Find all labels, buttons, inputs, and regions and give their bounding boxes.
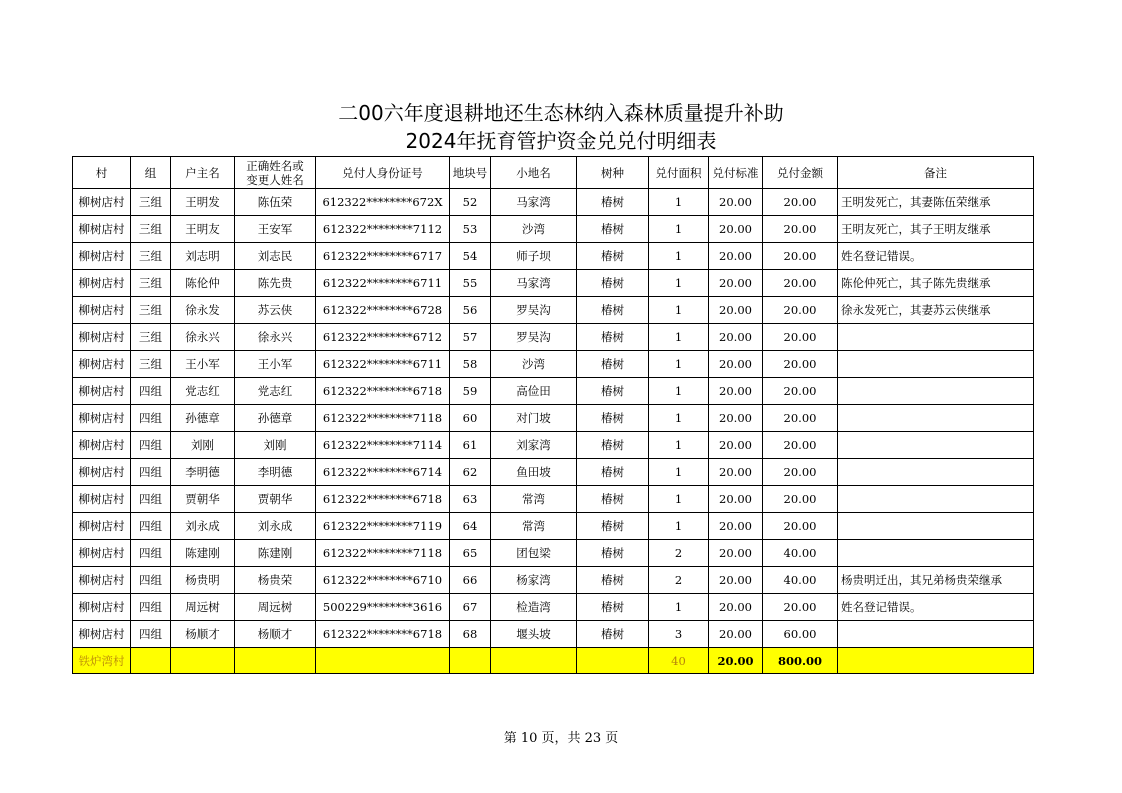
cell-correct-name: 贾朝华 — [235, 486, 316, 513]
cell-id-number: 612322********7112 — [316, 216, 450, 243]
total-standard: 20.00 — [709, 648, 763, 674]
header-standard: 兑付标准 — [709, 157, 763, 189]
total-householder — [171, 648, 235, 674]
table-row — [73, 513, 1034, 540]
cell-standard: 20.00 — [709, 621, 763, 648]
cell-tree-species: 椿树 — [577, 432, 649, 459]
cell-remark: 姓名登记错误。 — [838, 594, 1034, 621]
total-plot-number — [450, 648, 491, 674]
cell-tree-species: 椿树 — [577, 513, 649, 540]
cell-tree-species: 椿树 — [577, 351, 649, 378]
cell-correct-name: 陈伍荣 — [235, 189, 316, 216]
cell-place-name: 常湾 — [491, 486, 577, 513]
cell-village: 柳树店村 — [73, 594, 131, 621]
cell-standard: 20.00 — [709, 405, 763, 432]
header-plot-number: 地块号 — [450, 157, 491, 189]
cell-village: 柳树店村 — [73, 351, 131, 378]
cell-group: 四组 — [131, 513, 171, 540]
cell-standard: 20.00 — [709, 432, 763, 459]
cell-correct-name: 陈先贵 — [235, 270, 316, 297]
cell-village: 柳树店村 — [73, 486, 131, 513]
cell-amount: 20.00 — [763, 405, 838, 432]
cell-tree-species: 椿树 — [577, 243, 649, 270]
cell-correct-name: 刘永成 — [235, 513, 316, 540]
cell-group: 三组 — [131, 243, 171, 270]
cell-plot-number: 56 — [450, 297, 491, 324]
cell-id-number: 612322********6710 — [316, 567, 450, 594]
cell-group: 三组 — [131, 351, 171, 378]
table-row — [73, 216, 1034, 243]
total-id-number — [316, 648, 450, 674]
cell-plot-number: 63 — [450, 486, 491, 513]
cell-correct-name: 王安军 — [235, 216, 316, 243]
cell-amount: 20.00 — [763, 459, 838, 486]
cell-remark: 陈伦仲死亡，其子陈先贵继承 — [838, 270, 1034, 297]
cell-remark: 姓名登记错误。 — [838, 243, 1034, 270]
cell-correct-name: 周远树 — [235, 594, 316, 621]
cell-amount: 60.00 — [763, 621, 838, 648]
cell-remark — [838, 351, 1034, 378]
cell-village: 柳树店村 — [73, 243, 131, 270]
cell-householder: 孙德章 — [171, 405, 235, 432]
cell-area: 1 — [649, 405, 709, 432]
total-group — [131, 648, 171, 674]
cell-standard: 20.00 — [709, 378, 763, 405]
cell-area: 1 — [649, 432, 709, 459]
cell-group: 三组 — [131, 189, 171, 216]
cell-place-name: 团包梁 — [491, 540, 577, 567]
header-remark: 备注 — [838, 157, 1034, 189]
cell-standard: 20.00 — [709, 297, 763, 324]
cell-plot-number: 61 — [450, 432, 491, 459]
cell-id-number: 612322********6717 — [316, 243, 450, 270]
cell-village: 柳树店村 — [73, 297, 131, 324]
table-row — [73, 378, 1034, 405]
cell-area: 1 — [649, 270, 709, 297]
cell-tree-species: 椿树 — [577, 216, 649, 243]
cell-area: 1 — [649, 243, 709, 270]
cell-correct-name: 杨贵荣 — [235, 567, 316, 594]
cell-remark — [838, 432, 1034, 459]
cell-tree-species: 椿树 — [577, 459, 649, 486]
cell-id-number: 612322********7118 — [316, 405, 450, 432]
cell-group: 三组 — [131, 324, 171, 351]
cell-village: 柳树店村 — [73, 405, 131, 432]
cell-householder: 刘永成 — [171, 513, 235, 540]
total-village: 铁炉湾村 — [73, 648, 131, 674]
table-row — [73, 432, 1034, 459]
cell-tree-species: 椿树 — [577, 189, 649, 216]
header-amount: 兑付金额 — [763, 157, 838, 189]
cell-village: 柳树店村 — [73, 378, 131, 405]
cell-amount: 20.00 — [763, 486, 838, 513]
cell-id-number: 612322********7114 — [316, 432, 450, 459]
cell-householder: 陈伦仲 — [171, 270, 235, 297]
cell-id-number: 612322********6712 — [316, 324, 450, 351]
header-group: 组 — [131, 157, 171, 189]
cell-amount: 20.00 — [763, 297, 838, 324]
cell-tree-species: 椿树 — [577, 378, 649, 405]
cell-id-number: 612322********7118 — [316, 540, 450, 567]
cell-tree-species: 椿树 — [577, 324, 649, 351]
table-row — [73, 324, 1034, 351]
header-correct-name: 正确姓名或 变更人姓名 — [235, 157, 316, 189]
header-id-number: 兑付人身份证号 — [316, 157, 450, 189]
total-amount: 800.00 — [763, 648, 838, 674]
cell-plot-number: 59 — [450, 378, 491, 405]
total-tree-species — [577, 648, 649, 674]
cell-village: 柳树店村 — [73, 459, 131, 486]
table-row — [73, 243, 1034, 270]
cell-householder: 刘刚 — [171, 432, 235, 459]
total-correct-name — [235, 648, 316, 674]
cell-id-number: 612322********6718 — [316, 486, 450, 513]
cell-place-name: 罗吴沟 — [491, 297, 577, 324]
cell-place-name: 罗吴沟 — [491, 324, 577, 351]
cell-plot-number: 57 — [450, 324, 491, 351]
cell-householder: 党志红 — [171, 378, 235, 405]
cell-area: 1 — [649, 297, 709, 324]
cell-group: 四组 — [131, 486, 171, 513]
cell-place-name: 对门坡 — [491, 405, 577, 432]
cell-id-number: 500229********3616 — [316, 594, 450, 621]
cell-householder: 贾朝华 — [171, 486, 235, 513]
cell-correct-name: 王小军 — [235, 351, 316, 378]
cell-group: 四组 — [131, 594, 171, 621]
cell-group: 四组 — [131, 432, 171, 459]
cell-id-number: 612322********7119 — [316, 513, 450, 540]
cell-plot-number: 68 — [450, 621, 491, 648]
cell-id-number: 612322********6711 — [316, 351, 450, 378]
cell-area: 1 — [649, 189, 709, 216]
cell-group: 四组 — [131, 378, 171, 405]
cell-plot-number: 55 — [450, 270, 491, 297]
cell-id-number: 612322********672X — [316, 189, 450, 216]
cell-correct-name: 刘志民 — [235, 243, 316, 270]
header-village: 村 — [73, 157, 131, 189]
cell-plot-number: 66 — [450, 567, 491, 594]
cell-plot-number: 64 — [450, 513, 491, 540]
cell-amount: 20.00 — [763, 324, 838, 351]
cell-remark: 王明发死亡，其妻陈伍荣继承 — [838, 189, 1034, 216]
cell-correct-name: 杨顺才 — [235, 621, 316, 648]
cell-standard: 20.00 — [709, 216, 763, 243]
cell-village: 柳树店村 — [73, 216, 131, 243]
cell-group: 三组 — [131, 297, 171, 324]
cell-id-number: 612322********6728 — [316, 297, 450, 324]
cell-householder: 徐永兴 — [171, 324, 235, 351]
cell-place-name: 师子坝 — [491, 243, 577, 270]
cell-standard: 20.00 — [709, 243, 763, 270]
cell-plot-number: 58 — [450, 351, 491, 378]
cell-village: 柳树店村 — [73, 189, 131, 216]
cell-householder: 李明德 — [171, 459, 235, 486]
cell-group: 四组 — [131, 540, 171, 567]
cell-plot-number: 67 — [450, 594, 491, 621]
title-line-1: 二00六年度退耕地还生态林纳入森林质量提升补助 — [338, 101, 784, 125]
cell-tree-species: 椿树 — [577, 405, 649, 432]
cell-area: 1 — [649, 513, 709, 540]
cell-amount: 20.00 — [763, 432, 838, 459]
table-row — [73, 270, 1034, 297]
cell-remark — [838, 324, 1034, 351]
total-row — [73, 648, 1034, 674]
cell-village: 柳树店村 — [73, 540, 131, 567]
detail-table — [72, 156, 1034, 674]
cell-remark — [838, 486, 1034, 513]
cell-id-number: 612322********6711 — [316, 270, 450, 297]
cell-correct-name: 苏云侠 — [235, 297, 316, 324]
cell-amount: 40.00 — [763, 540, 838, 567]
cell-correct-name: 党志红 — [235, 378, 316, 405]
cell-plot-number: 54 — [450, 243, 491, 270]
title-line-2: 2024年抚育管护资金兑兑付明细表 — [405, 129, 717, 153]
cell-amount: 20.00 — [763, 378, 838, 405]
cell-standard: 20.00 — [709, 567, 763, 594]
cell-area: 3 — [649, 621, 709, 648]
cell-standard: 20.00 — [709, 459, 763, 486]
table-row — [73, 621, 1034, 648]
total-place-name — [491, 648, 577, 674]
cell-householder: 刘志明 — [171, 243, 235, 270]
cell-place-name: 刘家湾 — [491, 432, 577, 459]
cell-householder: 杨贵明 — [171, 567, 235, 594]
cell-village: 柳树店村 — [73, 432, 131, 459]
table-row — [73, 540, 1034, 567]
cell-remark — [838, 378, 1034, 405]
cell-village: 柳树店村 — [73, 621, 131, 648]
cell-tree-species: 椿树 — [577, 486, 649, 513]
cell-group: 四组 — [131, 567, 171, 594]
cell-place-name: 沙湾 — [491, 216, 577, 243]
cell-area: 1 — [649, 486, 709, 513]
cell-standard: 20.00 — [709, 351, 763, 378]
cell-standard: 20.00 — [709, 513, 763, 540]
page-footer: 第 10 页，共 23 页 — [503, 731, 619, 746]
cell-householder: 陈建刚 — [171, 540, 235, 567]
cell-remark — [838, 513, 1034, 540]
cell-householder: 王明发 — [171, 189, 235, 216]
header-tree-species: 树种 — [577, 157, 649, 189]
cell-tree-species: 椿树 — [577, 594, 649, 621]
cell-standard: 20.00 — [709, 324, 763, 351]
cell-tree-species: 椿树 — [577, 270, 649, 297]
header-householder: 户主名 — [171, 157, 235, 189]
cell-householder: 杨顺才 — [171, 621, 235, 648]
cell-tree-species: 椿树 — [577, 567, 649, 594]
cell-plot-number: 62 — [450, 459, 491, 486]
table-row — [73, 459, 1034, 486]
cell-place-name: 鱼田坡 — [491, 459, 577, 486]
cell-group: 四组 — [131, 405, 171, 432]
cell-plot-number: 52 — [450, 189, 491, 216]
cell-standard: 20.00 — [709, 270, 763, 297]
table-row — [73, 189, 1034, 216]
cell-remark: 杨贵明迁出，其兄弟杨贵荣继承 — [838, 567, 1034, 594]
cell-remark — [838, 405, 1034, 432]
cell-group: 三组 — [131, 216, 171, 243]
cell-tree-species: 椿树 — [577, 621, 649, 648]
cell-place-name: 杨家湾 — [491, 567, 577, 594]
cell-householder: 周远树 — [171, 594, 235, 621]
cell-remark — [838, 459, 1034, 486]
cell-group: 三组 — [131, 270, 171, 297]
cell-householder: 王小军 — [171, 351, 235, 378]
table-row — [73, 486, 1034, 513]
cell-place-name: 高俭田 — [491, 378, 577, 405]
cell-plot-number: 53 — [450, 216, 491, 243]
cell-householder: 徐永发 — [171, 297, 235, 324]
cell-place-name: 堰头坡 — [491, 621, 577, 648]
cell-area: 2 — [649, 567, 709, 594]
cell-tree-species: 椿树 — [577, 297, 649, 324]
cell-area: 1 — [649, 378, 709, 405]
cell-area: 1 — [649, 594, 709, 621]
header-area: 兑付面积 — [649, 157, 709, 189]
cell-standard: 20.00 — [709, 540, 763, 567]
cell-tree-species: 椿树 — [577, 540, 649, 567]
cell-area: 1 — [649, 216, 709, 243]
cell-place-name: 马家湾 — [491, 189, 577, 216]
cell-plot-number: 60 — [450, 405, 491, 432]
cell-correct-name: 刘刚 — [235, 432, 316, 459]
cell-amount: 20.00 — [763, 270, 838, 297]
cell-amount: 20.00 — [763, 513, 838, 540]
cell-remark: 王明友死亡，其子王明友继承 — [838, 216, 1034, 243]
cell-group: 四组 — [131, 621, 171, 648]
cell-standard: 20.00 — [709, 594, 763, 621]
cell-amount: 20.00 — [763, 216, 838, 243]
cell-standard: 20.00 — [709, 189, 763, 216]
cell-amount: 40.00 — [763, 567, 838, 594]
cell-amount: 20.00 — [763, 594, 838, 621]
cell-place-name: 马家湾 — [491, 270, 577, 297]
cell-village: 柳树店村 — [73, 513, 131, 540]
cell-area: 1 — [649, 324, 709, 351]
total-area: 40 — [649, 648, 709, 674]
table-row — [73, 297, 1034, 324]
cell-correct-name: 孙德章 — [235, 405, 316, 432]
cell-remark — [838, 621, 1034, 648]
cell-householder: 王明友 — [171, 216, 235, 243]
cell-area: 2 — [649, 540, 709, 567]
cell-amount: 20.00 — [763, 351, 838, 378]
table-row — [73, 567, 1034, 594]
cell-plot-number: 65 — [450, 540, 491, 567]
cell-id-number: 612322********6718 — [316, 378, 450, 405]
cell-standard: 20.00 — [709, 486, 763, 513]
header-place-name: 小地名 — [491, 157, 577, 189]
cell-village: 柳树店村 — [73, 270, 131, 297]
cell-group: 四组 — [131, 459, 171, 486]
cell-remark — [838, 540, 1034, 567]
cell-correct-name: 李明德 — [235, 459, 316, 486]
cell-remark: 徐永发死亡，其妻苏云侠继承 — [838, 297, 1034, 324]
cell-place-name: 检造湾 — [491, 594, 577, 621]
cell-amount: 20.00 — [763, 189, 838, 216]
cell-id-number: 612322********6714 — [316, 459, 450, 486]
table-row — [73, 405, 1034, 432]
cell-village: 柳树店村 — [73, 567, 131, 594]
cell-area: 1 — [649, 351, 709, 378]
cell-amount: 20.00 — [763, 243, 838, 270]
table-row — [73, 351, 1034, 378]
cell-area: 1 — [649, 459, 709, 486]
cell-place-name: 常湾 — [491, 513, 577, 540]
cell-place-name: 沙湾 — [491, 351, 577, 378]
cell-correct-name: 徐永兴 — [235, 324, 316, 351]
header-row — [73, 157, 1034, 189]
cell-village: 柳树店村 — [73, 324, 131, 351]
cell-id-number: 612322********6718 — [316, 621, 450, 648]
cell-correct-name: 陈建刚 — [235, 540, 316, 567]
table-row — [73, 594, 1034, 621]
total-remark — [838, 648, 1034, 674]
